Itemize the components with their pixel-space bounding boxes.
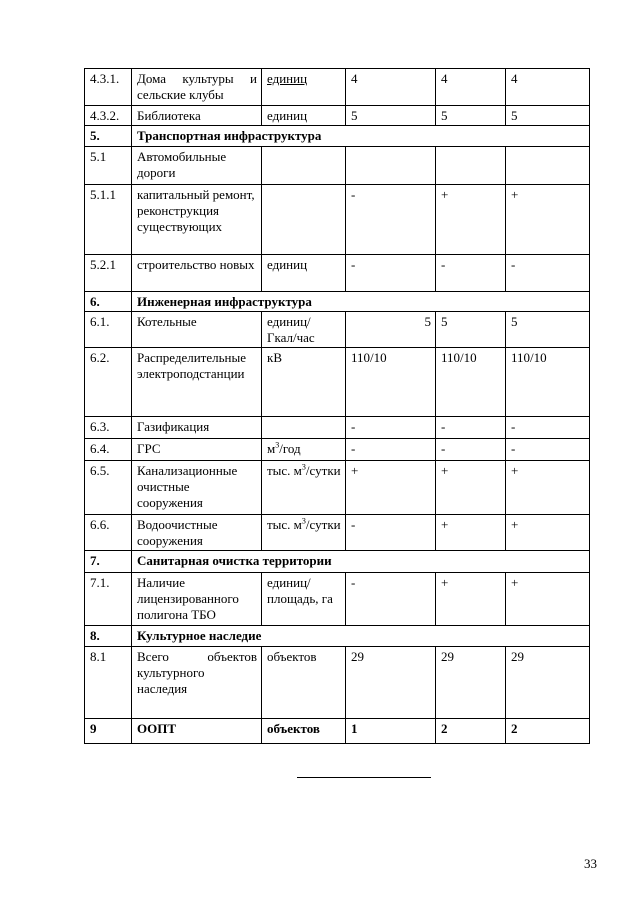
value-year-1: - — [346, 573, 436, 626]
table-row — [85, 647, 590, 719]
unit-cell — [262, 647, 346, 719]
section-title: Санитарная очистка территории — [132, 551, 590, 573]
value-year-3: - — [506, 255, 590, 292]
value-year-3: 5 — [506, 312, 590, 348]
section-title: Транспортная инфраструктура — [132, 126, 590, 147]
table-row — [85, 348, 590, 417]
unit-suffix: /сутки — [305, 517, 341, 532]
unit-text: тыс. м — [267, 463, 302, 478]
table-row — [85, 573, 590, 626]
indicator-name: Библиотека — [132, 106, 262, 126]
row-number: 6.3. — [85, 417, 132, 439]
value-year-1: 110/10 — [346, 348, 436, 417]
value-year-2: 29 — [436, 647, 506, 719]
section-row — [85, 126, 590, 147]
row-number: 7.1. — [85, 573, 132, 626]
value-year-2: + — [436, 185, 506, 255]
unit-suffix: /сутки — [305, 463, 341, 478]
value-year-1: - — [346, 185, 436, 255]
value-year-1: - — [346, 417, 436, 439]
row-number: 6.5. — [85, 461, 132, 515]
value-year-2: - — [436, 417, 506, 439]
indicator-name: капитальный ремонт, реконструкция существующих — [132, 185, 262, 255]
row-number: 7. — [85, 551, 132, 573]
row-number: 6.4. — [85, 439, 132, 461]
table-row — [85, 69, 590, 106]
unit-superscript: 3 — [275, 440, 280, 450]
value-year-3: + — [506, 185, 590, 255]
value-year-2: 4 — [436, 69, 506, 106]
unit-cell — [262, 515, 346, 551]
indicator-name: строительство новых — [132, 255, 262, 292]
row-number: 6. — [85, 292, 132, 312]
table-row — [85, 515, 590, 551]
unit-text: единиц — [267, 108, 308, 123]
value-year-3: 2 — [506, 719, 590, 744]
unit-suffix: /год — [279, 441, 301, 456]
value-year-2: - — [436, 439, 506, 461]
value-year-3: 5 — [506, 106, 590, 126]
value-year-1: + — [346, 461, 436, 515]
row-number: 5.1 — [85, 147, 132, 185]
value-year-3: 4 — [506, 69, 590, 106]
indicator-name: Газификация — [132, 417, 262, 439]
value-year-1: - — [346, 255, 436, 292]
value-year-3: 110/10 — [506, 348, 590, 417]
indicator-name: Дома культуры и сельские клубы — [132, 69, 262, 106]
value-year-1: - — [346, 439, 436, 461]
row-number: 6.6. — [85, 515, 132, 551]
value-year-1: - — [346, 515, 436, 551]
unit-cell — [262, 573, 346, 626]
row-number: 4.3.1. — [85, 69, 132, 106]
value-year-2: + — [436, 573, 506, 626]
value-year-1: 29 — [346, 647, 436, 719]
table-row — [85, 255, 590, 292]
indicator-name: Наличие лицензированного полигона ТБО — [132, 573, 262, 626]
indicator-name: Водоочистные сооружения — [132, 515, 262, 551]
unit-cell — [262, 461, 346, 515]
unit-cell — [262, 255, 346, 292]
row-number: 4.3.2. — [85, 106, 132, 126]
table-row — [85, 147, 590, 185]
value-year-3: - — [506, 417, 590, 439]
indicator-name: ГРС — [132, 439, 262, 461]
value-year-3: 29 — [506, 647, 590, 719]
indicator-name: Распределительные электроподстанции — [132, 348, 262, 417]
unit-cell — [262, 439, 346, 461]
value-year-3: + — [506, 573, 590, 626]
unit-superscript: 3 — [301, 462, 306, 472]
section-row — [85, 551, 590, 573]
unit-text: м — [267, 441, 276, 456]
row-number: 6.1. — [85, 312, 132, 348]
row-number: 6.2. — [85, 348, 132, 417]
value-year-2: + — [436, 515, 506, 551]
value-year-1 — [346, 147, 436, 185]
indicators-table — [84, 68, 590, 744]
unit-cell — [262, 185, 346, 255]
unit-cell — [262, 69, 346, 106]
unit-cell — [262, 312, 346, 348]
row-number: 5.1.1 — [85, 185, 132, 255]
section-row — [85, 292, 590, 312]
row-number: 8. — [85, 626, 132, 647]
unit-cell — [262, 106, 346, 126]
table-row — [85, 312, 590, 348]
value-year-2: 2 — [436, 719, 506, 744]
value-year-3 — [506, 147, 590, 185]
value-year-2 — [436, 147, 506, 185]
value-year-2: 5 — [436, 312, 506, 348]
unit-text: единиц — [267, 257, 308, 272]
unit-text: кВ — [267, 350, 282, 365]
section-title: Культурное наследие — [132, 626, 590, 647]
unit-cell — [262, 147, 346, 185]
row-number: 8.1 — [85, 647, 132, 719]
table-row — [85, 719, 590, 744]
value-year-1: 1 — [346, 719, 436, 744]
value-year-2: - — [436, 255, 506, 292]
indicator-name: Автомобильные дороги — [132, 147, 262, 185]
value-year-3: + — [506, 515, 590, 551]
indicator-name: Всего объектов культурного наследия — [132, 647, 262, 719]
unit-superscript: 3 — [301, 516, 306, 526]
indicator-name: Канализационные очистные сооружения — [132, 461, 262, 515]
indicator-name: Котельные — [132, 312, 262, 348]
value-year-1: 5 — [346, 312, 436, 348]
table-row — [85, 461, 590, 515]
indicators-table-body — [85, 69, 590, 744]
table-row — [85, 439, 590, 461]
value-year-3: - — [506, 439, 590, 461]
section-title: Инженерная инфраструктура — [132, 292, 590, 312]
indicator-name: ООПТ — [132, 719, 262, 744]
section-row — [85, 626, 590, 647]
row-number: 9 — [85, 719, 132, 744]
footnote-separator — [297, 777, 431, 778]
table-row — [85, 106, 590, 126]
unit-text: единиц/площадь, га — [267, 575, 333, 606]
unit-text: объектов — [267, 721, 320, 736]
unit-text: тыс. м — [267, 517, 302, 532]
unit-text: единиц — [267, 71, 308, 86]
page-number: 33 — [584, 856, 597, 871]
table-row — [85, 417, 590, 439]
unit-cell — [262, 417, 346, 439]
table-row — [85, 185, 590, 255]
value-year-2: 5 — [436, 106, 506, 126]
unit-text: единиц/ Гкал/час — [267, 314, 315, 345]
unit-cell — [262, 719, 346, 744]
value-year-1: 5 — [346, 106, 436, 126]
value-year-2: + — [436, 461, 506, 515]
unit-cell — [262, 348, 346, 417]
row-number: 5. — [85, 126, 132, 147]
value-year-1: 4 — [346, 69, 436, 106]
value-year-2: 110/10 — [436, 348, 506, 417]
row-number: 5.2.1 — [85, 255, 132, 292]
unit-text: объектов — [267, 649, 317, 664]
value-year-3: + — [506, 461, 590, 515]
